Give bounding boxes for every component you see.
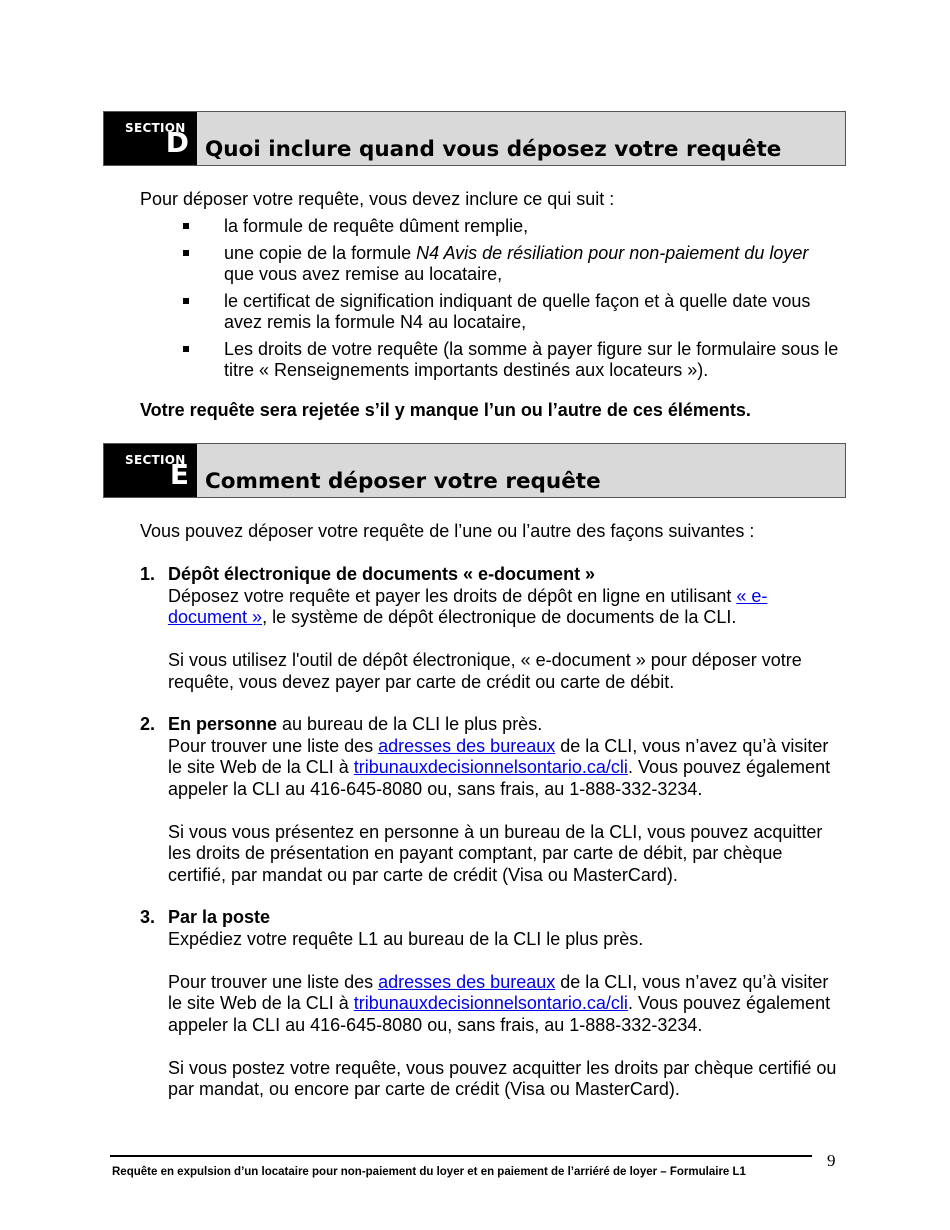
office-addresses-link[interactable]: adresses des bureaux (378, 971, 556, 992)
section-d-warning: Votre requête sera rejetée s’il y manque l’un ou l’autre de ces éléments. (140, 400, 751, 420)
list-item (140, 339, 840, 382)
footer-title: Requête en expulsion d’un locataire pour non-paiement du loyer et en paiement de l’arriéré de loyer – Formulaire L1 (112, 1166, 746, 1178)
bullet-text: Les droits de votre requête (la somme à payer figure sur le formulaire sous le titre « Renseignements importants destinés aux locateurs »). (224, 338, 839, 380)
section-d-title: Quoi inclure quand vous déposez votre requête (205, 136, 782, 162)
section-d-word: SECTION (125, 121, 186, 135)
text-run: . Vous pouvez également appeler la CLI au 416-645-8080 ou, sans frais, au 1-888-332-3234. (168, 993, 831, 1035)
bullet-text: une copie de la formule (224, 242, 417, 263)
item-paragraph: Expédiez votre requête L1 au bureau de la CLI le plus près. (168, 928, 644, 949)
ltb-website-link[interactable]: tribunauxdecisionnelsontario.ca/cli (353, 993, 628, 1013)
section-d-title-bar (197, 112, 845, 165)
method-item-in-person (140, 714, 840, 908)
section-e-title-bar (197, 444, 845, 497)
section-e-intro: Vous pouvez déposer votre requête de l’une ou l’autre des façons suivantes : (140, 521, 755, 541)
page-number: 9 (827, 1151, 836, 1170)
form-n4-title: N4 Avis de résiliation pour non-paiement du loyer (416, 242, 809, 263)
item-paragraph: Si vous utilisez l'outil de dépôt électronique, « e-document » pour déposer votre requête, vous devez payer par carte de crédit ou carte de débit. (168, 650, 802, 692)
bullet-text: que vous avez remise au locataire, (224, 264, 503, 284)
footer-divider (110, 1155, 812, 1157)
text-run: Déposez votre requête et payer les droits de dépôt en ligne en utilisant (168, 585, 737, 606)
text-run: de la CLI, vous n’avez qu’à visiter le site Web de la CLI à (168, 735, 829, 777)
section-e-word: SECTION (125, 453, 186, 467)
method-item-mail (140, 907, 840, 1122)
item-paragraph (168, 972, 840, 1037)
edocument-link[interactable]: « e-document » (168, 585, 768, 627)
bullet-icon (183, 298, 189, 304)
item-heading: En personne (168, 714, 278, 734)
section-d-letter: D (165, 126, 189, 159)
bullet-text: le certificat de signification indiquant de quelle façon et à quelle date vous avez remis la formule N4 au locataire, (224, 290, 811, 332)
item-heading-line (168, 714, 840, 736)
section-e-header (103, 443, 846, 498)
bullet-icon (183, 250, 189, 256)
section-d-intro: Pour déposer votre requête, vous devez inclure ce qui suit : (140, 189, 615, 209)
item-paragraph (168, 586, 840, 629)
section-d-header (103, 111, 846, 166)
section-e-tag (104, 444, 197, 497)
item-heading: Dépôt électronique de documents « e-document » (168, 564, 596, 584)
text-run: . Vous pouvez également appeler la CLI au 416-645-8080 ou, sans frais, au 1-888-332-3234. (168, 757, 831, 799)
ltb-website-link[interactable]: tribunauxdecisionnelsontario.ca/cli (353, 757, 628, 777)
bullet-icon (183, 346, 189, 352)
item-number: 2. (140, 714, 156, 734)
item-number: 3. (140, 907, 156, 927)
bullet-text: la formule de requête dûment remplie, (224, 216, 529, 236)
text-run: Pour trouver une liste des (168, 971, 379, 992)
section-e-letter: E (169, 458, 189, 491)
text-run: , le système de dépôt électronique de documents de la CLI. (262, 607, 737, 627)
text-run: de la CLI, vous n’avez qu’à visiter le site Web de la CLI à (168, 971, 829, 1013)
item-number: 1. (140, 564, 156, 584)
method-item-edocument (140, 564, 840, 715)
list-item (140, 216, 840, 238)
section-d-list (140, 216, 840, 387)
item-paragraph: Si vous vous présentez en personne à un bureau de la CLI, vous pouvez acquitter les droits de présentation en payant comptant, par carte de débit, par chèque certifié, par mandat ou par carte de crédit (Visa ou MasterCard). (168, 821, 823, 885)
text-run: au bureau de la CLI le plus près. (277, 714, 543, 734)
list-item (140, 243, 840, 286)
bullet-icon (183, 223, 189, 229)
item-paragraph: Si vous postez votre requête, vous pouvez acquitter les droits par chèque certifié ou par mandat, ou encore par carte de crédit (Visa ou MasterCard). (168, 1057, 837, 1099)
list-item (140, 291, 840, 334)
office-addresses-link[interactable]: adresses des bureaux (378, 735, 556, 756)
item-paragraph (168, 736, 840, 801)
item-heading: Par la poste (168, 907, 271, 927)
text-run: Pour trouver une liste des (168, 735, 379, 756)
section-d-tag (104, 112, 197, 165)
section-e-title: Comment déposer votre requête (205, 468, 601, 494)
